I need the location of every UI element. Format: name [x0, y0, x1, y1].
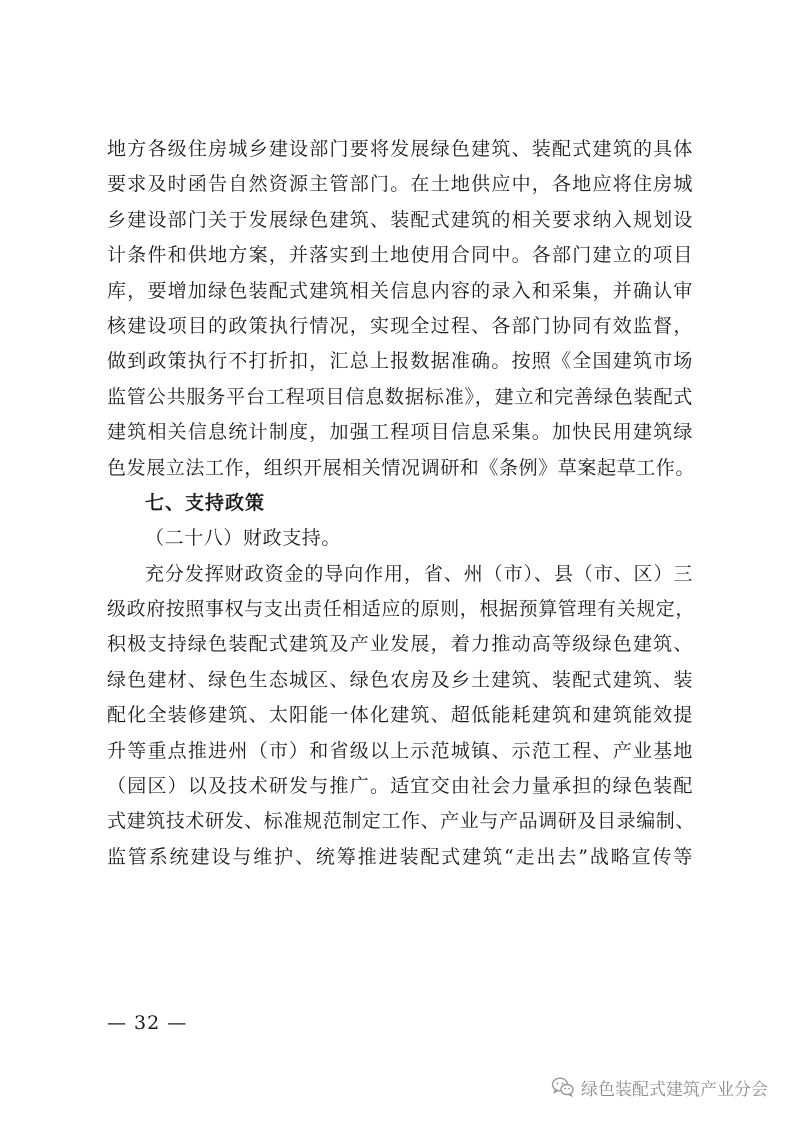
paragraph-line: 级政府按照事权与支出责任相适应的原则，根据预算管理有关规定， — [107, 598, 696, 621]
section-heading: 七、支持政策 — [145, 491, 266, 514]
body-line: 乡建设部门关于发展绿色建筑、装配式建筑的相关要求纳入规划设 — [107, 208, 693, 231]
paragraph-line: 充分发挥财政资金的导向作用，省、州（市）、县（市、区）三 — [145, 562, 693, 585]
body-line: 建筑相关信息统计制度，加强工程项目信息采集。加快民用建筑绿 — [107, 421, 693, 444]
body-line: 要求及时函告自然资源主管部门。在土地供应中，各地应将住房城 — [107, 173, 693, 196]
paragraph-line: 绿色建材、绿色生态城区、绿色农房及乡土建筑、装配式建筑、装 — [107, 668, 693, 691]
body-line: 计条件和供地方案，并落实到土地使用合同中。各部门建立的项目 — [107, 244, 693, 267]
body-line: 色发展立法工作，组织开展相关情况调研和《条例》草案起草工作。 — [107, 456, 696, 479]
page-number: — 32 — — [107, 1012, 188, 1034]
watermark-text: 绿色装配式建筑产业分会 — [581, 1079, 768, 1100]
paragraph-line: （园区）以及技术研发与推广。适宜交由社会力量承担的绿色装配 — [107, 775, 693, 798]
body-line: 地方各级住房城乡建设部门要将发展绿色建筑、装配式建筑的具体 — [107, 138, 693, 160]
body-line: 核建设项目的政策执行情况，实现全过程、各部门协同有效监督， — [107, 314, 693, 337]
wechat-icon — [551, 1076, 575, 1098]
subsection-heading: （二十八）财政支持。 — [145, 527, 342, 550]
wechat-watermark — [551, 1072, 768, 1102]
body-line: 库，要增加绿色装配式建筑相关信息内容的录入和采集，并确认审 — [107, 279, 693, 302]
body-line: 做到政策执行不打折扣，汇总上报数据准确。按照《全国建筑市场 — [107, 350, 693, 373]
body-line: 监管公共服务平台工程项目信息数据标准》，建立和完善绿色装配式 — [107, 385, 693, 408]
paragraph-line: 配化全装修建筑、太阳能一体化建筑、超低能耗建筑和建筑能效提 — [107, 704, 693, 727]
document-body — [107, 132, 696, 875]
paragraph-line: 升等重点推进州（市）和省级以上示范城镇、示范工程、产业基地 — [107, 739, 693, 762]
paragraph-line: 监管系统建设与维护、统筹推进装配式建筑“走出去”战略宣传等 — [107, 845, 693, 868]
paragraph-line: 式建筑技术研发、标准规范制定工作、产业与产品调研及目录编制、 — [107, 810, 696, 833]
paragraph-line: 积极支持绿色装配式建筑及产业发展，着力推动高等级绿色建筑、 — [107, 633, 693, 656]
